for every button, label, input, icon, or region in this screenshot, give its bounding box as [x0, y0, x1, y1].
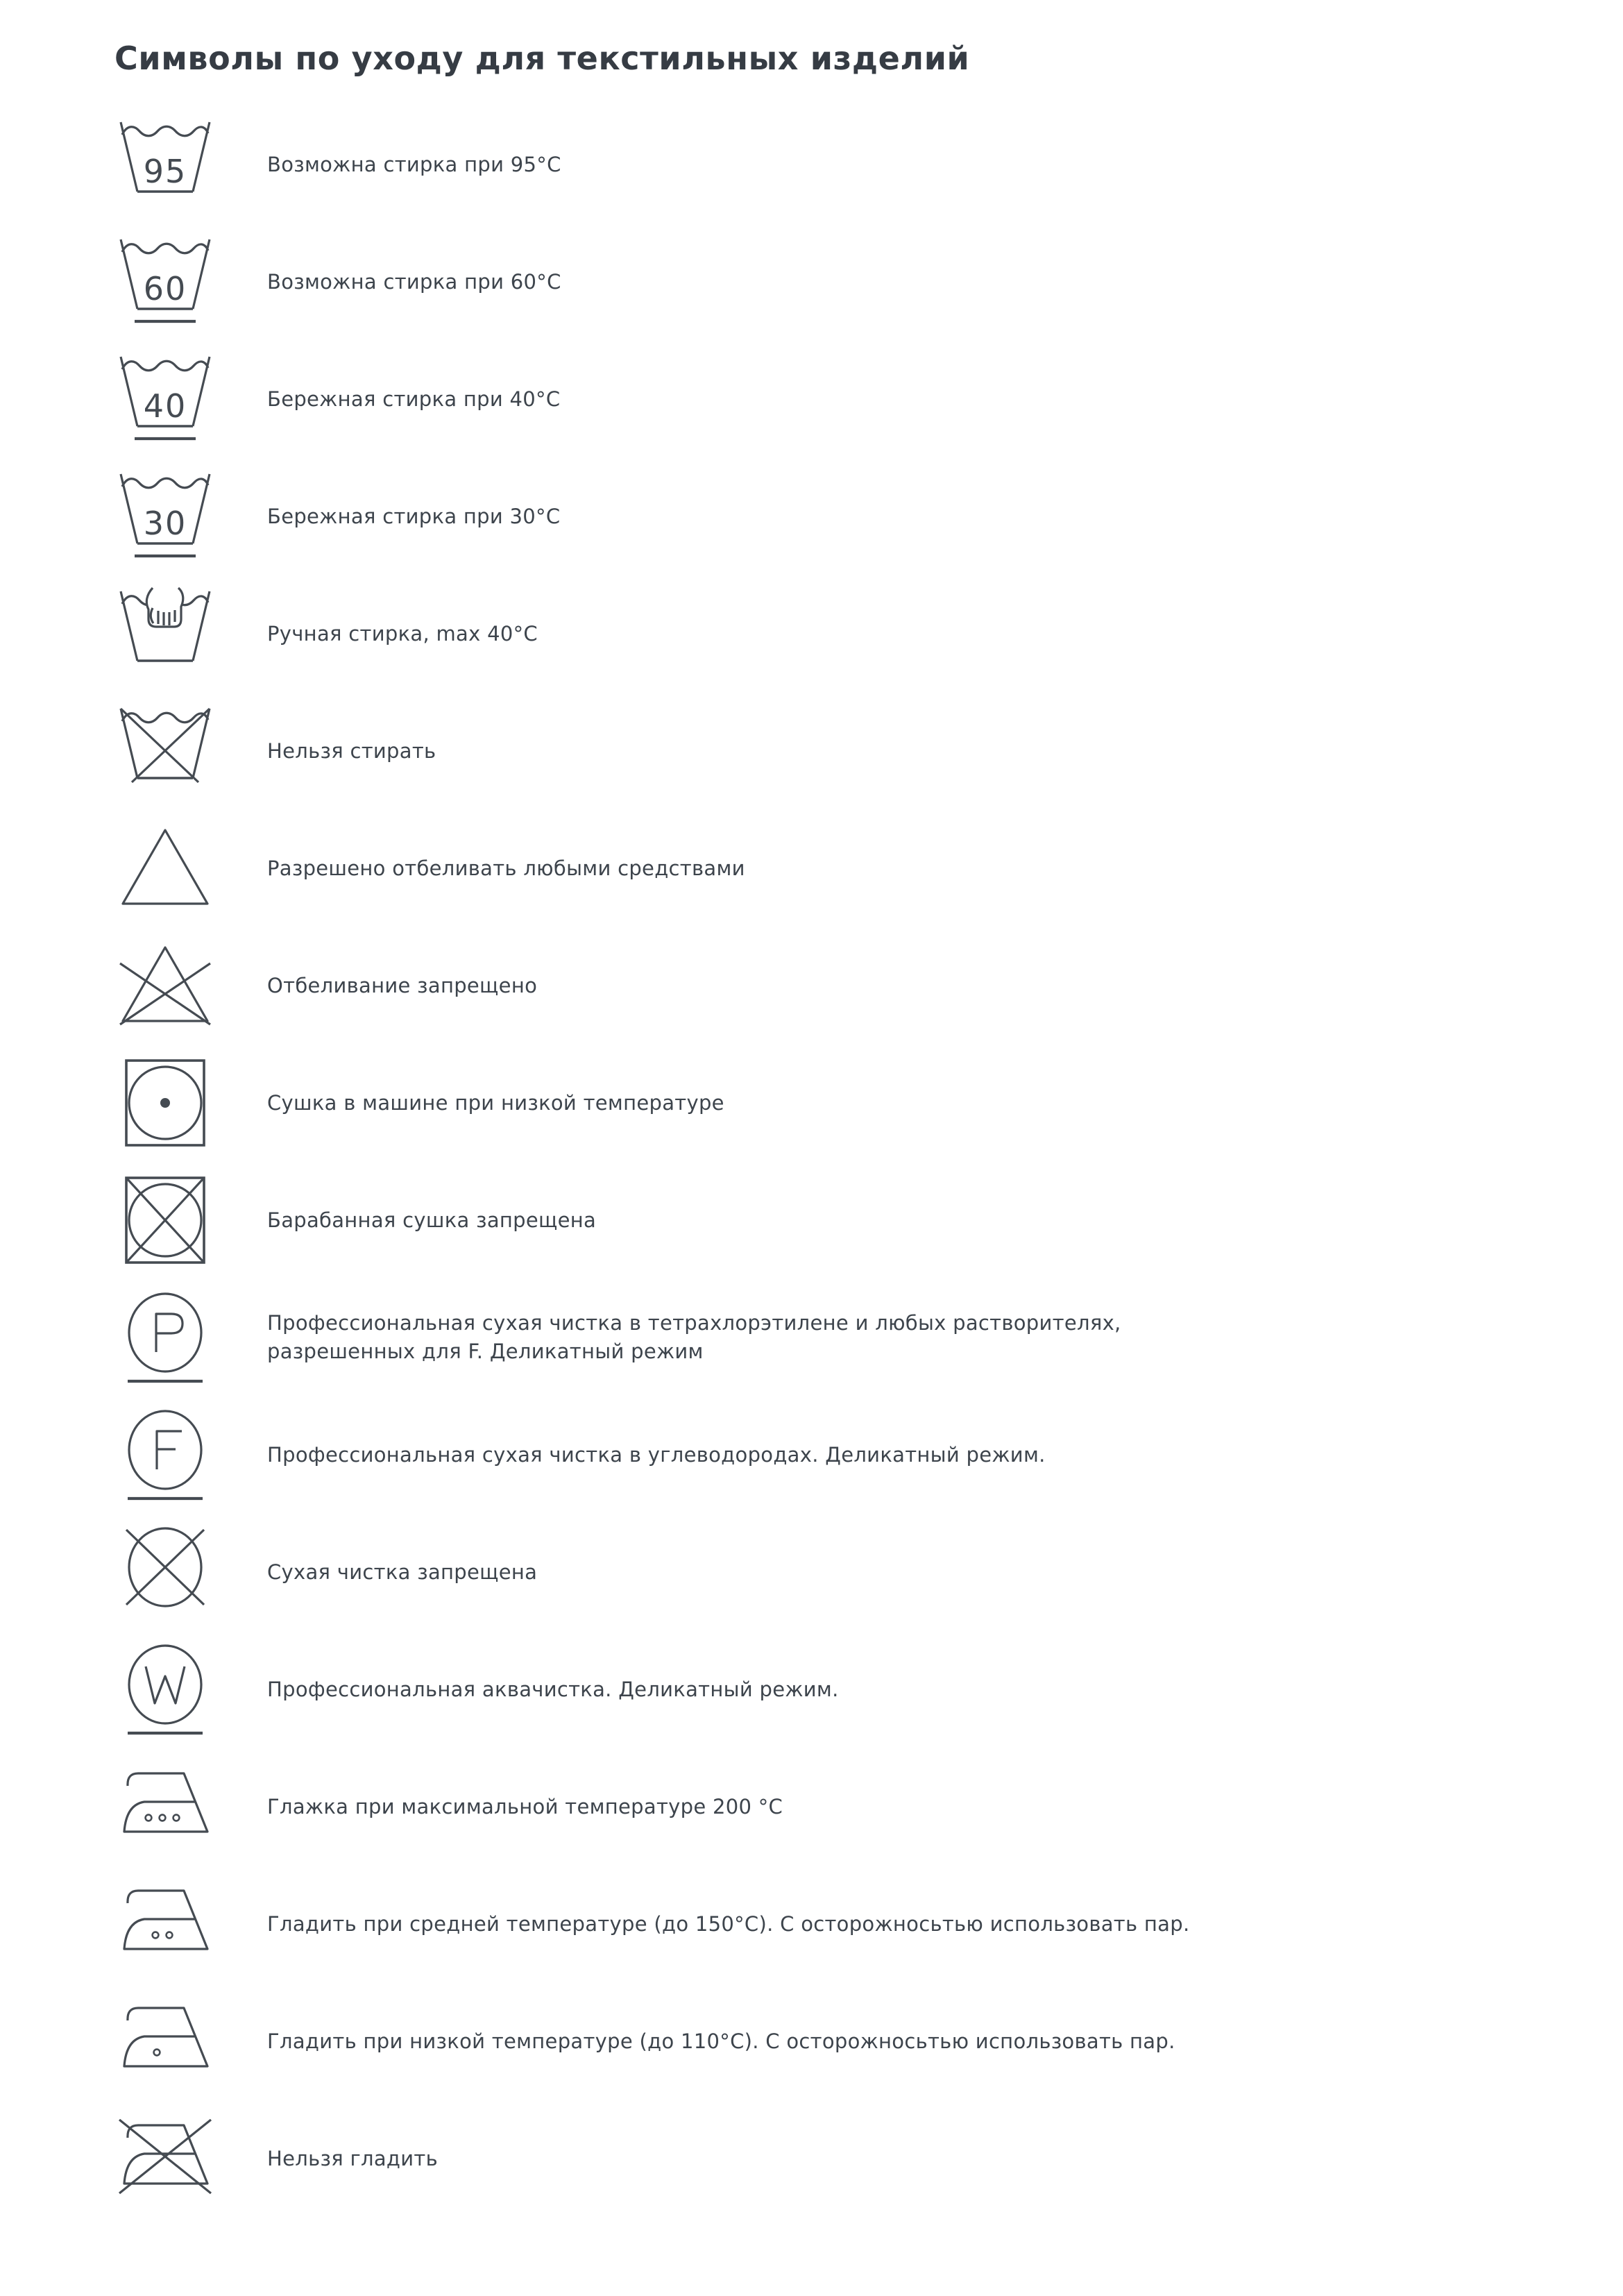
- care-symbol-row: [113, 1866, 1567, 1983]
- care-symbol-label: Разрешено отбеливать любыми средствами: [267, 856, 745, 880]
- care-symbol-row: [113, 1279, 1567, 1396]
- iron-150-icon: [113, 1884, 217, 1964]
- bleach-allowed-icon: [113, 825, 217, 911]
- wet-clean-W-icon: [113, 1641, 217, 1737]
- svg-text:40: 40: [143, 387, 187, 425]
- care-symbol-label: Сухая чистка запрещена: [267, 1560, 538, 1584]
- care-symbol-label: Возможна стирка при 60°C: [267, 269, 561, 294]
- do-not-wash-icon: [113, 704, 217, 797]
- care-symbol-row: [113, 458, 1567, 575]
- care-symbol-label: Отбеливание запрещено: [267, 973, 538, 997]
- care-symbol-label: Профессиональная сухая чистка в тетрахлорэтилене и любых растворителях, разрешенных для F. Деликатный режим: [267, 1311, 1121, 1364]
- care-symbol-label: Профессиональная аквачистка. Деликатный режим.: [267, 1677, 839, 1701]
- hand-wash-icon: [113, 587, 217, 680]
- page-title: Символы по уходу для текстильных изделий: [114, 40, 970, 77]
- symbol-list: [113, 106, 1567, 2218]
- care-symbol-row: [113, 1162, 1567, 1279]
- care-symbol-label: Бережная стирка при 30°C: [267, 504, 561, 528]
- care-symbol-row: [113, 1045, 1567, 1162]
- care-symbol-row: [113, 1748, 1567, 1866]
- care-symbol-row: [113, 927, 1567, 1045]
- care-symbol-label: Нельзя стирать: [267, 738, 436, 763]
- care-symbol-label: Нельзя гладить: [267, 2146, 438, 2170]
- wash-tub-40-icon: [113, 353, 217, 446]
- care-symbol-label: Гладить при низкой температуре (до 110°C). С осторожносьтью использовать пар.: [267, 2029, 1175, 2053]
- care-symbol-row: [113, 1514, 1567, 1631]
- do-not-tumble-dry-icon: [113, 1174, 217, 1267]
- care-symbol-row: [113, 1396, 1567, 1514]
- care-symbol-row: [113, 575, 1567, 693]
- care-symbol-label: Гладить при средней температуре (до 150°C). С осторожносьтью использовать пар.: [267, 1911, 1190, 1936]
- wash-tub-30-icon: [113, 470, 217, 563]
- dry-clean-F-icon: [113, 1407, 217, 1503]
- care-symbol-label: Бережная стирка при 40°C: [267, 387, 561, 411]
- wash-tub-95-icon: [113, 118, 217, 211]
- care-symbol-row: [113, 2100, 1567, 2218]
- care-symbol-row: [113, 1631, 1567, 1748]
- care-symbol-row: [113, 106, 1567, 223]
- do-not-bleach-icon: [113, 943, 217, 1029]
- care-symbol-row: [113, 341, 1567, 458]
- care-symbol-label: Возможна стирка при 95°C: [267, 152, 561, 176]
- care-symbol-label: Глажка при максимальной температуре 200 °C: [267, 1794, 783, 1818]
- care-symbol-label: Сушка в машине при низкой температуре: [267, 1090, 724, 1115]
- do-not-iron-icon: [113, 2119, 217, 2198]
- care-symbol-row: [113, 693, 1567, 810]
- iron-110-icon: [113, 2002, 217, 2081]
- svg-text:30: 30: [143, 505, 187, 543]
- care-symbol-row: [113, 223, 1567, 341]
- care-symbol-label: Ручная стирка, max 40°C: [267, 621, 538, 645]
- wash-tub-60-icon: [113, 235, 217, 328]
- care-symbol-row: [113, 1983, 1567, 2100]
- care-symbol-label: Профессиональная сухая чистка в углеводородах. Деликатный режим.: [267, 1442, 1046, 1467]
- dry-clean-P-icon: [113, 1290, 217, 1385]
- svg-text:95: 95: [143, 153, 187, 191]
- iron-200-icon: [113, 1767, 217, 1846]
- svg-text:60: 60: [143, 270, 187, 308]
- do-not-dry-clean-icon: [113, 1524, 217, 1620]
- care-symbol-row: [113, 810, 1567, 927]
- tumble-dry-low-icon: [113, 1056, 217, 1149]
- care-symbol-label: Барабанная сушка запрещена: [267, 1208, 597, 1232]
